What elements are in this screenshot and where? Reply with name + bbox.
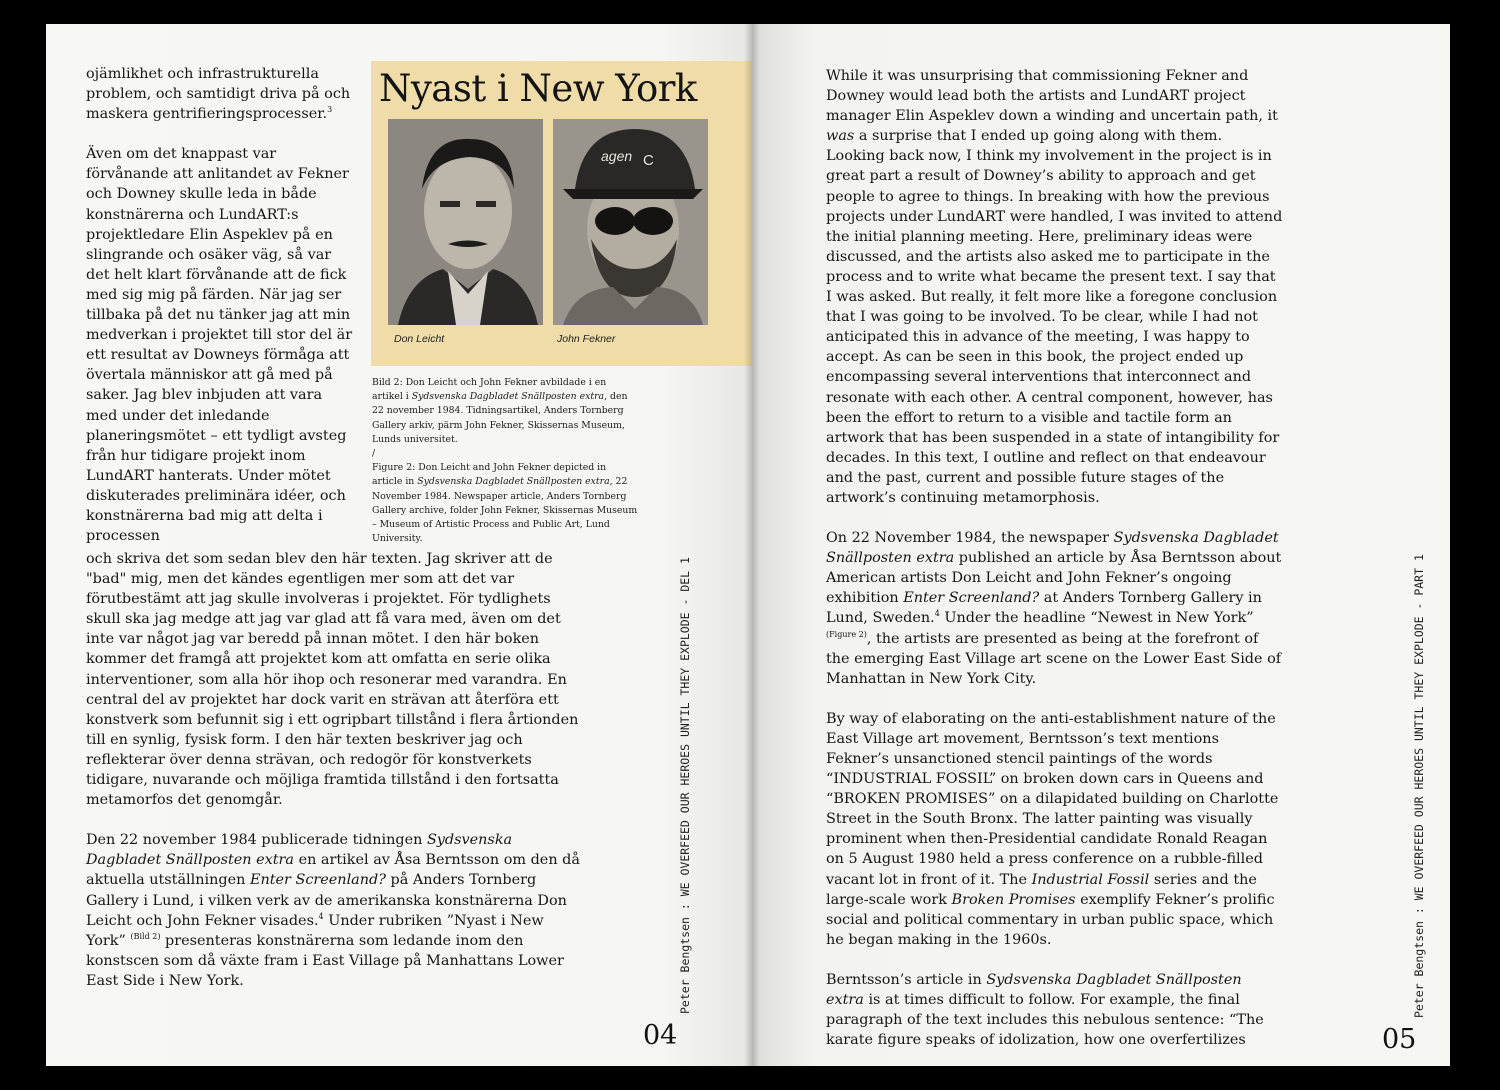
caption-separator: /	[372, 448, 376, 460]
caption-swedish: Bild 2: Don Leicht och John Fekner avbildade i en artikel i Sydsvenska Dagbladet Snällposten extra, den 22 november 1984. Tidningsartikel, Anders Tornberg Gallery arkiv, pärm John Fekner, Skissernas Museum, Lunds universitet.	[372, 377, 628, 445]
paragraph: Den 22 november 1984 publicerade tidningen Sydsvenska Dagbladet Snällposten extra en artikel av Åsa Berntsson om den då aktuella utställningen Enter Screenland? på Anders Tornberg Gallery i Lund, i vilken verk av de amerikanska konstnärerna Don Leicht och John Fekner visades.$^4$ Under rubriken ”Nyast i New York” $^{(Bild 2)}$ presenteras konstnärerna som ledande inom den konstscen som då växte fram i East Village på Manhattans Lower East Side i New York.	[86, 832, 580, 989]
paragraph: Berntsson’s article in Sydsvenska Dagbladet Snällposten extra is at times difficult to follow. For example, the final paragraph of the text includes this nebulous sentence: “The karate figure speaks of idolization, how one overfertilizes	[826, 971, 1264, 1049]
clipping-headline: Nyast i New York	[379, 67, 697, 110]
paragraph: By way of elaborating on the anti-establishment nature of the East Village art movement, Berntsson’s text mentions Fekner’s unsanctioned stencil paintings of the words “INDUSTRIAL FOSSIL” on broken down cars in Queens and “BROKEN PROMISES” on a dilapidated building on Charlotte Street in the South Bronx. The latter painting was visually prominent when then-Presidential candidate Ronald Reagan on 5 August 1980 held a press conference on a rubble-filled vacant lot in front of it. The Industrial Fossil series and the large-scale work Broken Promises exemplify Fekner’s prolific social and political commentary in urban public space, which he began making in the 1960s.	[826, 710, 1279, 948]
svg-text:agen: agen	[601, 148, 633, 164]
svg-text:C: C	[643, 152, 654, 169]
figure-caption	[372, 376, 638, 546]
paragraph: och skriva det som sedan blev den här texten. Jag skriver att de "bad" mig, men det kändes egentligen mer som att det var förutbestämt att jag skulle involveras i projektet. För tydlighets skull ska jag medge att jag var glad att få vara med, även om det inte var något jag var beredd på innan mötet. I den här boken kommer det framgå att projektet kom att omfatta en serie olika interventioner, som alla hör ihop och resonerar med varandra. En central del av projektet har dock varit en strävan att återföra ett konstverk som befunnit sig i ett ogripbart tillstånd i flera årtionden till en synlig, fysisk form. I den här texten beskriver jag och reflekterar över denna strävan, och redogör för konstverkets tidigare, nuvarande och möjliga framtida tillstånd i den fortsatta metamorfos det genomgår.	[86, 551, 579, 809]
page-number: 05	[1382, 1024, 1417, 1055]
right-page	[752, 24, 1450, 1066]
paragraph: While it was unsurprising that commissioning Fekner and Downey would lead both the artists and LundART project manager Elin Aspeklev down a winding and uncertain path, it was a surprise that I ended up going along with them. Looking back now, I think my involvement in the project is in great part a result of Downey’s ability to approach and get people to agree to things. In breaking with how the previous projects under LundART were handled, I was invited to attend the initial planning meeting. Here, preliminary ideas were discussed, and the artists also asked me to participate in the process and to write what became the present text. I say that I was asked. But really, it felt more like a foregone conclusion that I was going to be involved. To be clear, while I had not anticipated this in advance of the meeting, I was happy to accept. As can be seen in this book, the project ended up encompassing several interventions that interconnect and resonate with each other. A central component, however, has been the effort to return to a visible and tactile form an artwork that has been suspended in a state of intangibility for decades. In this text, I outline and reflect on that endeavour and the past, current and possible future stages of the artwork’s continuing metamorphosis.	[826, 68, 1283, 506]
right-column	[826, 66, 1283, 1066]
running-head: Peter Bengtsen : WE OVERFEED OUR HEROES UNTIL THEY EXPLODE - DEL 1	[678, 557, 692, 1014]
paragraph: On 22 November 1984, the newspaper Sydsvenska Dagbladet Snällposten extra published an article by Åsa Berntsson about American artists Don Leicht and John Fekner’s ongoing exhibition Enter Screenland? at Anders Tornberg Gallery in Lund, Sweden.$^4$ Under the headline “Newest in New York” $^{(Figure 2)}$, the artists are presented as being at the forefront of the emerging East Village art scene on the Lower East Side of Manhattan in New York City.	[826, 530, 1282, 687]
portrait-photo-don-leicht	[388, 119, 543, 325]
left-page	[46, 24, 752, 1066]
photo-caption-don-leicht: Don Leicht	[394, 333, 445, 345]
photo-caption-john-fekner: John Fekner	[557, 333, 616, 345]
left-column-top	[86, 64, 354, 566]
caption-english: Figure 2: Don Leicht and John Fekner depicted in article in Sydsvenska Dagbladet Snällposten extra, 22 November 1984. Newspaper article, Anders Tornberg Gallery archive, folder John Fekner, Skissernas Museum – Museum of Artistic Process and Public Art, Lund University.	[372, 462, 638, 545]
left-column-bottom	[86, 549, 584, 1011]
paragraph: Även om det knappast var förvånande att anlitandet av Fekner och Downey skulle leda in både konstnärerna och LundART:s projektledare Elin Aspeklev på en slingrande och osäker väg, så var det helt klart förvånande att de fick med sig mig på färden. När jag ser tillbaka på det nu tänker jag att min medverkan i projektet till stor del är ett resultat av Downeys förmåga att övertala människor att gå med på saker. Jag blev inbjuden att vara med under det inledande planeringsmötet – ett tydligt avsteg från hur tidigare projekt inom LundART hanterats. Under mötet diskuterades preliminära idéer, och konstnärerna bad mig att delta i processen	[86, 146, 353, 545]
newspaper-clipping	[371, 61, 752, 366]
page-number: 04	[643, 1020, 678, 1051]
portrait-photo-john-fekner	[553, 119, 708, 325]
book-gutter	[744, 24, 760, 1066]
running-head: Peter Bengtsen : WE OVERFEED OUR HEROES UNTIL THEY EXPLODE - PART 1	[1412, 554, 1426, 1018]
paragraph: ojämlikhet och infrastrukturella problem, och samtidigt driva på och maskera gentrifieringsprocesser.$^3$	[86, 66, 351, 123]
